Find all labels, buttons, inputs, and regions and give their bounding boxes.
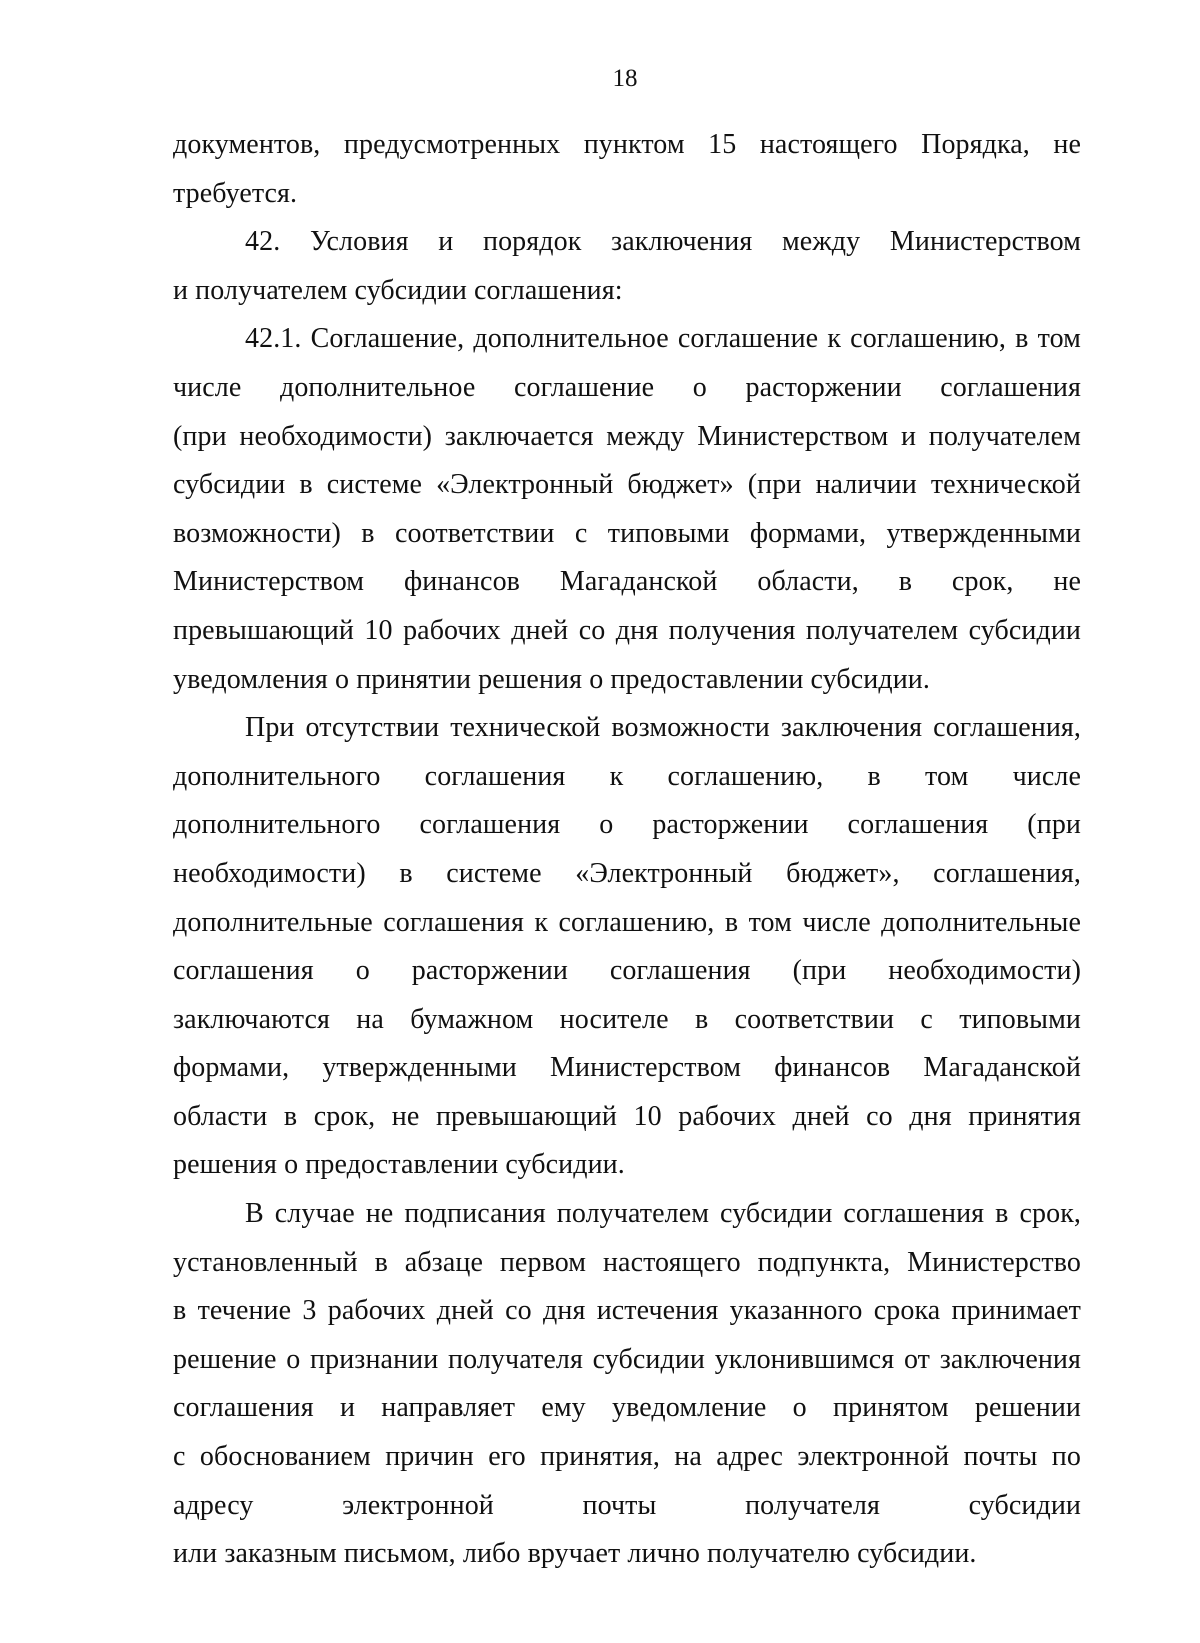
text-line: в течение 3 рабочих дней со дня истечения указанного срока принимает [173, 1295, 1081, 1327]
text-line: В случае не подписания получателем субсидии соглашения в срок, [245, 1198, 1081, 1230]
text-line: документов, предусмотренных пунктом 15 настоящего Порядка, не [173, 129, 1081, 160]
page-number: 18 [612, 65, 638, 92]
text-line: заключаются на бумажном носителе в соответствии с типовыми [173, 1003, 1081, 1035]
text-line: числе дополнительное соглашение о расторжении соглашения [173, 371, 1081, 403]
text-line: установленный в абзаце первом настоящего подпункта, Министерство [173, 1246, 1081, 1278]
text-line: 42. Условия и порядок заключения между Министерством [245, 226, 1081, 258]
text-line: области в срок, не превышающий 10 рабочих дней со дня принятия [173, 1100, 1081, 1132]
text-line: возможности) в соответствии с типовыми формами, утвержденными [173, 517, 1081, 549]
text-line: решение о признании получателя субсидии уклонившимся от заключения [173, 1343, 1081, 1375]
text-line: соглашения и направляет ему уведомление о принятом решении [173, 1392, 1081, 1424]
text-line: субсидии в системе «Электронный бюджет» (при наличии технической [173, 469, 1081, 501]
text-line: превышающий 10 рабочих дней со дня получения получателем субсидии [173, 614, 1081, 646]
text-line: уведомления о принятии решения о предоставлении субсидии. [173, 663, 930, 695]
text-line: 42.1. Соглашение, дополнительное соглашение к соглашению, в том [245, 323, 1081, 355]
text-line: При отсутствии технической возможности заключения соглашения, [245, 712, 1081, 744]
text-line: соглашения о расторжении соглашения (при необходимости) [173, 955, 1081, 987]
document-body [173, 121, 1081, 1579]
text-line: решения о предоставлении субсидии. [173, 1149, 625, 1181]
text-line: формами, утвержденными Министерством финансов Магаданской [173, 1052, 1081, 1084]
text-line: Министерством финансов Магаданской области, в срок, не [173, 566, 1081, 598]
text-line: требуется. [173, 177, 298, 209]
text-line: (при необходимости) заключается между Министерством и получателем [173, 420, 1081, 452]
text-line: дополнительные соглашения к соглашению, в том числе дополнительные [173, 906, 1081, 938]
text-line: или заказным письмом, либо вручает лично получателю субсидии. [173, 1538, 977, 1570]
text-line: с обоснованием причин его принятия, на адрес электронной почты по [173, 1441, 1081, 1473]
text-line: необходимости) в системе «Электронный бюджет», соглашения, [173, 857, 1081, 889]
text-line: и получателем субсидии соглашения: [173, 274, 623, 306]
text-line: адресу электронной почты получателя субсидии [173, 1489, 1081, 1521]
text-line: дополнительного соглашения к соглашению, в том числе [173, 760, 1081, 792]
text-line: дополнительного соглашения о расторжении соглашения (при [173, 809, 1081, 841]
